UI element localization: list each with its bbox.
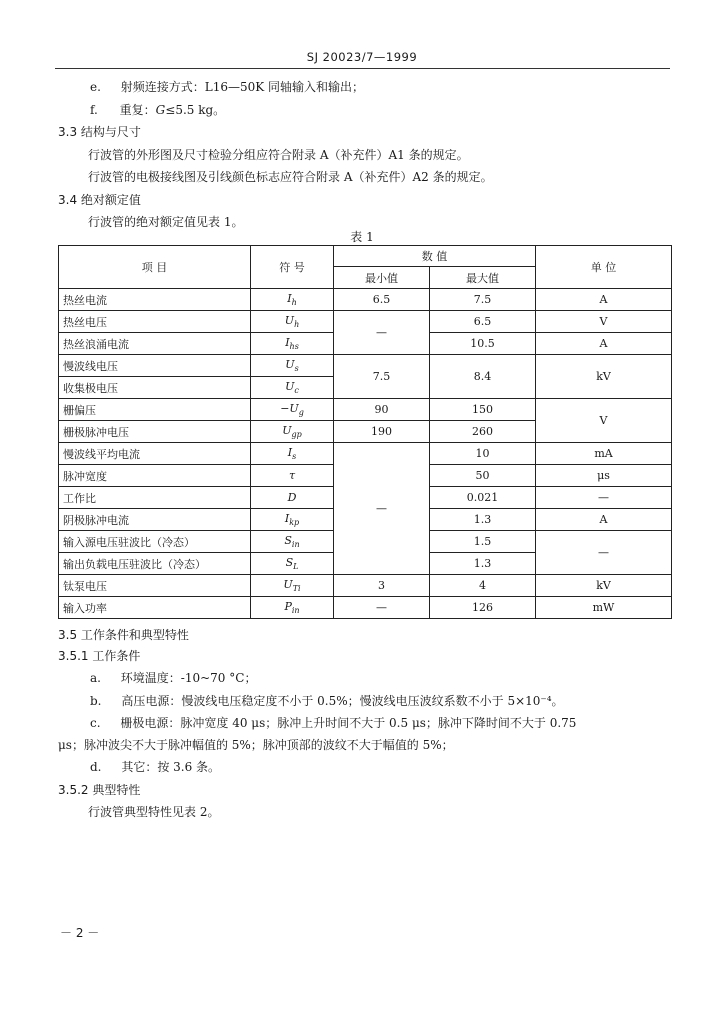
row-unit: mA — [536, 443, 672, 465]
item-e-text: 射频连接方式：L16—50K 同轴输入和输出； — [120, 80, 365, 94]
row-name: 脉冲宽度 — [59, 465, 251, 487]
header-rule — [55, 68, 670, 69]
th-item: 项 目 — [59, 246, 251, 289]
section-3-5-heading: 3.5 工作条件和典型特性 — [58, 628, 189, 642]
row-name: 输入功率 — [59, 597, 251, 619]
section-3-4-heading: 3.4 绝对额定值 — [58, 193, 141, 207]
item-f — [90, 101, 225, 118]
row-name: 热丝电压 — [59, 311, 251, 333]
row-unit: kV — [536, 575, 672, 597]
row-min: 6.5 — [334, 289, 430, 311]
row-name: 工作比 — [59, 487, 251, 509]
cond-b — [90, 692, 564, 709]
th-max: 最大值 — [430, 267, 536, 289]
table-1 — [58, 245, 672, 619]
row-max: 1.5 — [430, 531, 536, 553]
section-3-5-1-heading: 3.5.1 工作条件 — [58, 649, 141, 663]
cond-d — [90, 758, 220, 775]
row-symbol: $I_s$ — [251, 443, 334, 465]
section-3-5-2-p: 行波管典型特性见表 2。 — [88, 805, 220, 819]
row-symbol: τ — [251, 465, 334, 487]
cond-d-text: 其它：按 3.6 条。 — [121, 760, 221, 774]
cond-a-label: a. — [90, 671, 101, 685]
cond-a — [90, 669, 256, 686]
row-symbol: $I_h$ — [251, 289, 334, 311]
row-unit: μs — [536, 465, 672, 487]
item-f-var: G — [155, 103, 166, 117]
table-row — [59, 311, 672, 333]
row-unit: — — [536, 487, 672, 509]
row-name: 收集极电压 — [59, 377, 251, 399]
row-symbol: $I_{kp}$ — [251, 509, 334, 531]
row-max: 10.5 — [430, 333, 536, 355]
row-unit: A — [536, 289, 672, 311]
row-name: 钛泵电压 — [59, 575, 251, 597]
row-symbol: $U_c$ — [251, 377, 334, 399]
row-name: 热丝浪涌电流 — [59, 333, 251, 355]
row-max: 7.5 — [430, 289, 536, 311]
row-symbol: $U_{Ti}$ — [251, 575, 334, 597]
table-row — [59, 355, 672, 377]
th-symbol: 符 号 — [251, 246, 334, 289]
cond-c-label: c. — [90, 716, 101, 730]
row-unit: A — [536, 333, 672, 355]
row-max: 6.5 — [430, 311, 536, 333]
cond-a-text: 环境温度：-10~70 °C； — [120, 671, 257, 685]
item-e — [90, 78, 364, 95]
document-header: SJ 20023/7—1999 — [306, 50, 418, 64]
row-name: 慢波线电压 — [59, 355, 251, 377]
row-name: 输出负载电压驻波比（冷态） — [59, 553, 251, 575]
row-name: 慢波线平均电流 — [59, 443, 251, 465]
row-unit: V — [536, 399, 672, 443]
table-row — [59, 443, 672, 465]
th-min: 最小值 — [334, 267, 430, 289]
row-max: 150 — [430, 399, 536, 421]
th-value: 数 值 — [334, 246, 536, 267]
row-symbol: $U_s$ — [251, 355, 334, 377]
item-f-label: f. — [90, 103, 98, 117]
row-name: 栅极脉冲电压 — [59, 421, 251, 443]
cond-c — [90, 714, 576, 731]
row-unit: A — [536, 509, 672, 531]
page-number: － 2 － — [60, 926, 100, 940]
section-3-3-heading: 3.3 结构与尺寸 — [58, 125, 141, 139]
row-symbol: $U_{gp}$ — [251, 421, 334, 443]
row-min: — — [334, 443, 430, 575]
table-1-title: 表 1 — [350, 230, 374, 244]
row-unit: mW — [536, 597, 672, 619]
row-min: 7.5 — [334, 355, 430, 399]
section-3-4-p1: 行波管的绝对额定值见表 1。 — [88, 215, 244, 229]
row-max: 1.3 — [430, 509, 536, 531]
table-row — [59, 575, 672, 597]
table-row — [59, 289, 672, 311]
item-f-text-before: 重复： — [119, 103, 156, 117]
th-unit: 单 位 — [536, 246, 672, 289]
section-3-3-p2: 行波管的电极接线图及引线颜色标志应符合附录 A（补充件）A2 条的规定。 — [88, 170, 493, 184]
row-max: 0.021 — [430, 487, 536, 509]
table-row — [59, 597, 672, 619]
row-unit: kV — [536, 355, 672, 399]
row-symbol: $S_L$ — [251, 553, 334, 575]
item-e-label: e. — [90, 80, 101, 94]
row-min: 90 — [334, 399, 430, 421]
row-max: 260 — [430, 421, 536, 443]
row-symbol: $S_{in}$ — [251, 531, 334, 553]
table-row — [59, 399, 672, 421]
cond-d-label: d. — [90, 760, 102, 774]
row-name: 热丝电流 — [59, 289, 251, 311]
row-max: 126 — [430, 597, 536, 619]
row-unit: — — [536, 531, 672, 575]
row-min: 3 — [334, 575, 430, 597]
cond-b-text: 高压电源：慢波线电压稳定度不小于 0.5%；慢波线电压波纹系数不小于 5×10⁻⁴。 — [121, 694, 564, 708]
row-max: 10 — [430, 443, 536, 465]
cond-c-text-2: μs；脉冲波尖不大于脉冲幅值的 5%；脉冲顶部的波纹不大于幅值的 5%； — [58, 738, 454, 752]
item-f-text-after: ≤5.5 kg。 — [165, 103, 226, 117]
row-symbol: D — [251, 487, 334, 509]
row-max: 4 — [430, 575, 536, 597]
cond-c-text-1: 栅极电源：脉冲宽度 40 μs；脉冲上升时间不大于 0.5 μs；脉冲下降时间不大于 0.75 — [120, 716, 577, 730]
row-symbol: $I_{hs}$ — [251, 333, 334, 355]
row-name: 输入源电压驻波比（冷态） — [59, 531, 251, 553]
row-symbol: $-U_g$ — [251, 399, 334, 421]
row-min: — — [334, 597, 430, 619]
row-min: 190 — [334, 421, 430, 443]
row-name: 阴极脉冲电流 — [59, 509, 251, 531]
row-name: 栅偏压 — [59, 399, 251, 421]
row-min: — — [334, 311, 430, 355]
section-3-3-p1: 行波管的外形图及尺寸检验分组应符合附录 A（补充件）A1 条的规定。 — [88, 148, 469, 162]
row-symbol: $P_{in}$ — [251, 597, 334, 619]
row-unit: V — [536, 311, 672, 333]
section-3-5-2-heading: 3.5.2 典型特性 — [58, 783, 141, 797]
row-max: 1.3 — [430, 553, 536, 575]
row-symbol: $U_h$ — [251, 311, 334, 333]
row-max: 8.4 — [430, 355, 536, 399]
row-max: 50 — [430, 465, 536, 487]
cond-b-label: b. — [90, 694, 102, 708]
